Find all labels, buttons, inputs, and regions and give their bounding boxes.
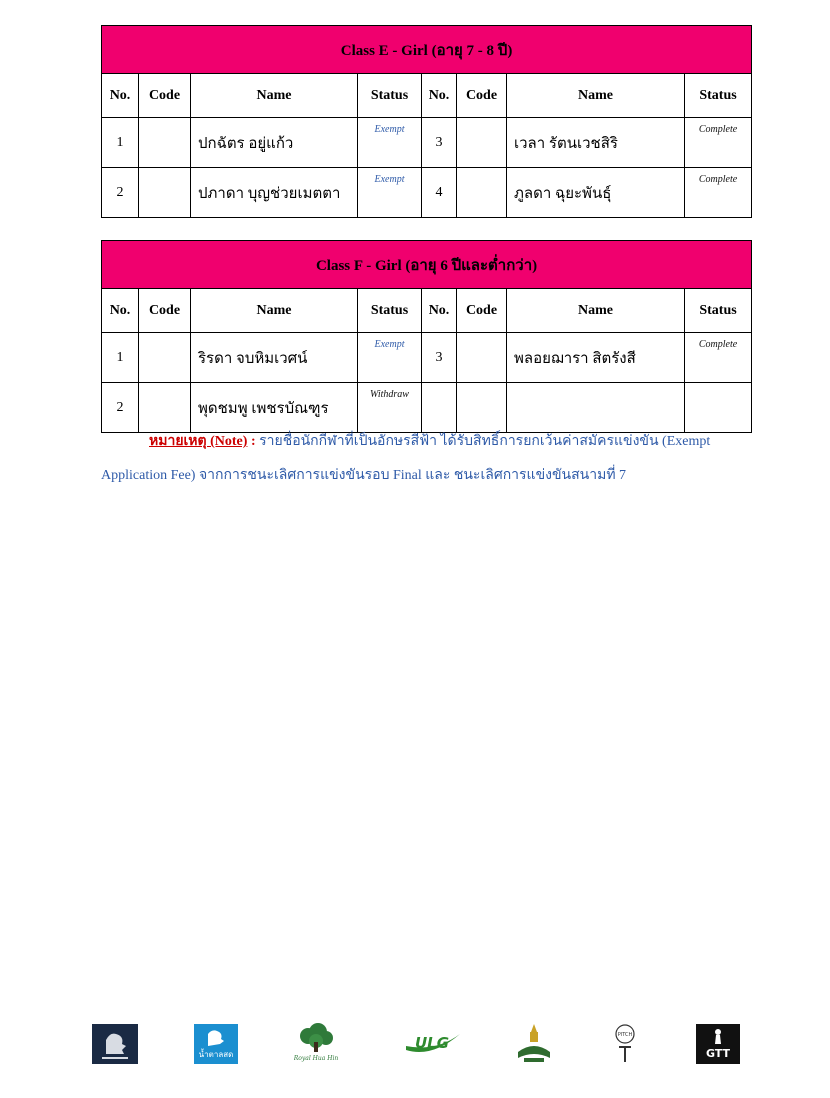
namtan-sod-logo (194, 1022, 238, 1066)
table-row (102, 168, 752, 218)
number-cell: 4 (422, 168, 457, 218)
svg-text:น้ำตาลสด: น้ำตาลสด (198, 1050, 234, 1059)
column-header: Code (139, 74, 191, 118)
column-header: Status (358, 74, 422, 118)
gtt-golfer-icon (696, 1024, 740, 1064)
number-cell: 3 (422, 118, 457, 168)
column-header: Name (507, 289, 685, 333)
sponsor-logos (90, 1022, 742, 1072)
number-cell (422, 383, 457, 433)
pitch-logo (610, 1022, 640, 1066)
singha-lion-icon (92, 1024, 138, 1064)
status-cell: Complete (685, 118, 752, 168)
class-f-table (101, 240, 752, 433)
note-line-1 (101, 430, 751, 452)
name-cell (507, 383, 685, 433)
name-cell: พุดชมพู เพชรบัณฑูร (191, 383, 358, 433)
crown-emblem-icon (512, 1022, 556, 1066)
svg-text:ULG: ULG (414, 1034, 450, 1052)
column-header: Name (191, 74, 358, 118)
status-cell: Exempt (358, 118, 422, 168)
column-header: Code (139, 289, 191, 333)
ulg-swoosh-icon (402, 1024, 464, 1064)
name-cell: ปภาดา บุญช่วยเมตตา (191, 168, 358, 218)
column-header: Status (685, 289, 752, 333)
svg-text:Royal Hua Hin: Royal Hua Hin (294, 1055, 338, 1062)
ulg-logo (402, 1022, 464, 1066)
name-cell: ปกฉัตร อยู่แก้ว (191, 118, 358, 168)
header-row (102, 74, 752, 118)
status-cell: Exempt (358, 333, 422, 383)
table-row (102, 383, 752, 433)
name-cell: พลอยฌารา สิตรังสี (507, 333, 685, 383)
singha-corporation-logo (92, 1022, 138, 1066)
column-header: Name (507, 74, 685, 118)
number-cell: 2 (102, 383, 139, 433)
column-header: Name (191, 289, 358, 333)
code-cell (139, 333, 191, 383)
column-header: No. (422, 74, 457, 118)
status-cell: Complete (685, 333, 752, 383)
column-header: Code (457, 74, 507, 118)
code-cell (457, 168, 507, 218)
code-cell (457, 383, 507, 433)
note-line-2: Application Fee) จากการชนะเลิศการแข่งขันรอบ Final และ ชนะเลิศการแข่งขันสนามที่ 7 (101, 468, 627, 483)
name-cell: เวลา รัตนเวชสิริ (507, 118, 685, 168)
class-e-table (101, 25, 752, 218)
table-row (102, 118, 752, 168)
number-cell: 1 (102, 333, 139, 383)
header-row (102, 289, 752, 333)
status-cell (685, 383, 752, 433)
table-title: Class F - Girl (อายุ 6 ปีและต่ำกว่า) (102, 241, 752, 289)
column-header: No. (102, 74, 139, 118)
number-cell: 1 (102, 118, 139, 168)
namtan-sod-icon (194, 1024, 238, 1064)
royal-emblem-logo (512, 1022, 556, 1066)
svg-text:GTT: GTT (705, 1047, 731, 1060)
status-cell: Complete (685, 168, 752, 218)
column-header: Status (358, 289, 422, 333)
name-cell: ริรดา จบหิมเวศน์ (191, 333, 358, 383)
column-header: Code (457, 289, 507, 333)
table-row (102, 333, 752, 383)
column-header: Status (685, 74, 752, 118)
code-cell (139, 168, 191, 218)
note-label: หมายเหตุ (Note) (149, 434, 248, 449)
number-cell: 2 (102, 168, 139, 218)
note-text: รายชื่อนักกีฬาที่เป็นอักษรสีฟ้า ได้รับสิทธิ์การยกเว้นค่าสมัครแข่งขัน (Exempt (259, 434, 711, 449)
status-cell: Exempt (358, 168, 422, 218)
royal-hua-hin-logo (294, 1022, 338, 1066)
name-cell: ภูลดา ฉุยะพันธุ์ (507, 168, 685, 218)
code-cell (139, 383, 191, 433)
status-cell: Withdraw (358, 383, 422, 433)
gtt-logo (696, 1022, 740, 1066)
code-cell (457, 118, 507, 168)
code-cell (457, 333, 507, 383)
number-cell: 3 (422, 333, 457, 383)
note-separator: : (247, 434, 260, 449)
svg-text:PITCH: PITCH (617, 1032, 633, 1038)
tree-icon (294, 1022, 338, 1066)
column-header: No. (422, 289, 457, 333)
code-cell (139, 118, 191, 168)
pitch-pin-icon (610, 1022, 640, 1066)
table-title: Class E - Girl (อายุ 7 - 8 ปี) (102, 26, 752, 74)
column-header: No. (102, 289, 139, 333)
